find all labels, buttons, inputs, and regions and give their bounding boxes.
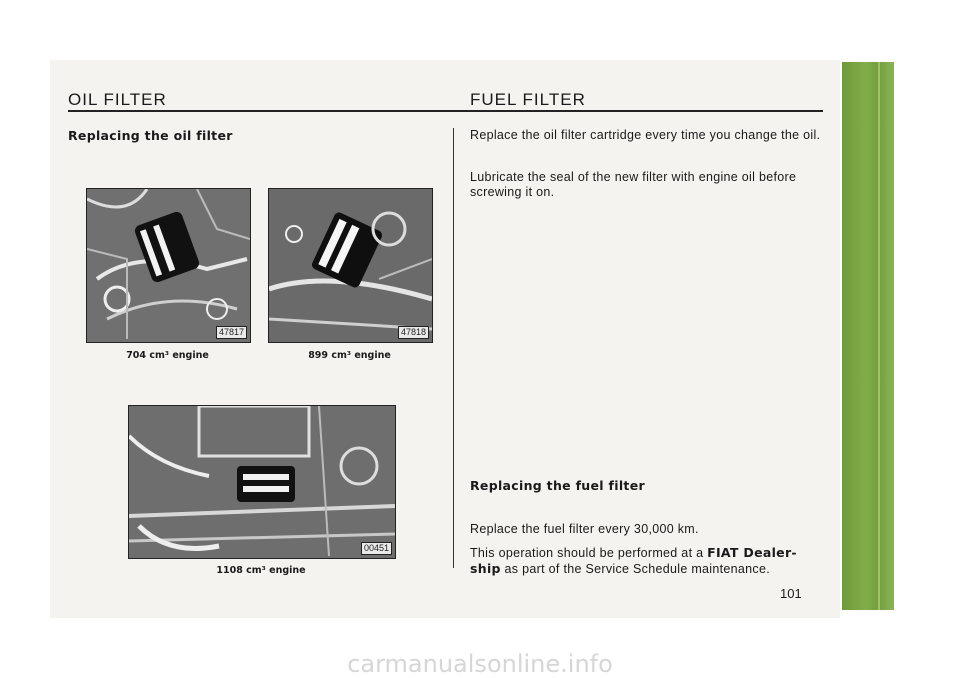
fuel-paragraph-4-pre: This operation should be performed at a [470, 546, 708, 560]
fuel-filter-title: FUEL FILTER [470, 90, 586, 109]
section-tab [842, 62, 894, 610]
caption-1108: 1108 cm³ engine [216, 565, 306, 576]
fuel-paragraph-4 [470, 545, 825, 577]
fuel-paragraph-4-post: as part of the Service Schedule maintenance. [500, 562, 770, 576]
fuel-filter-subheading: Replacing the fuel filter [470, 478, 645, 493]
oil-filter-subheading: Replacing the oil filter [68, 128, 233, 143]
section-tab-line [878, 62, 880, 610]
watermark-text: carmanualsonline.info [347, 650, 613, 678]
figure-ref-47817: 47817 [216, 326, 247, 339]
oil-filter-title: OIL FILTER [68, 90, 167, 109]
page-number: 101 [780, 586, 802, 601]
figure-ref-00451: 00451 [361, 542, 392, 555]
fuel-paragraph-2: Lubricate the seal of the new filter with engine oil before screwing it on. [470, 170, 797, 199]
right-title-rule [453, 110, 823, 112]
column-divider [453, 128, 454, 568]
caption-899: 899 cm³ engine [308, 350, 391, 361]
fuel-paragraph-1: Replace the oil filter cartridge every time you change the oil. [470, 128, 821, 142]
caption-704: 704 cm³ engine [126, 350, 209, 361]
figure-ref-47818: 47818 [398, 326, 429, 339]
engine-photo-899 [268, 188, 433, 343]
engine-photo-1108 [128, 405, 396, 559]
left-title-rule [68, 110, 453, 112]
engine-photo-704 [86, 188, 251, 343]
fiat-dealership-text: FIAT Dealer-ship [470, 545, 797, 576]
fuel-paragraph-3: Replace the fuel filter every 30,000 km. [470, 522, 699, 536]
